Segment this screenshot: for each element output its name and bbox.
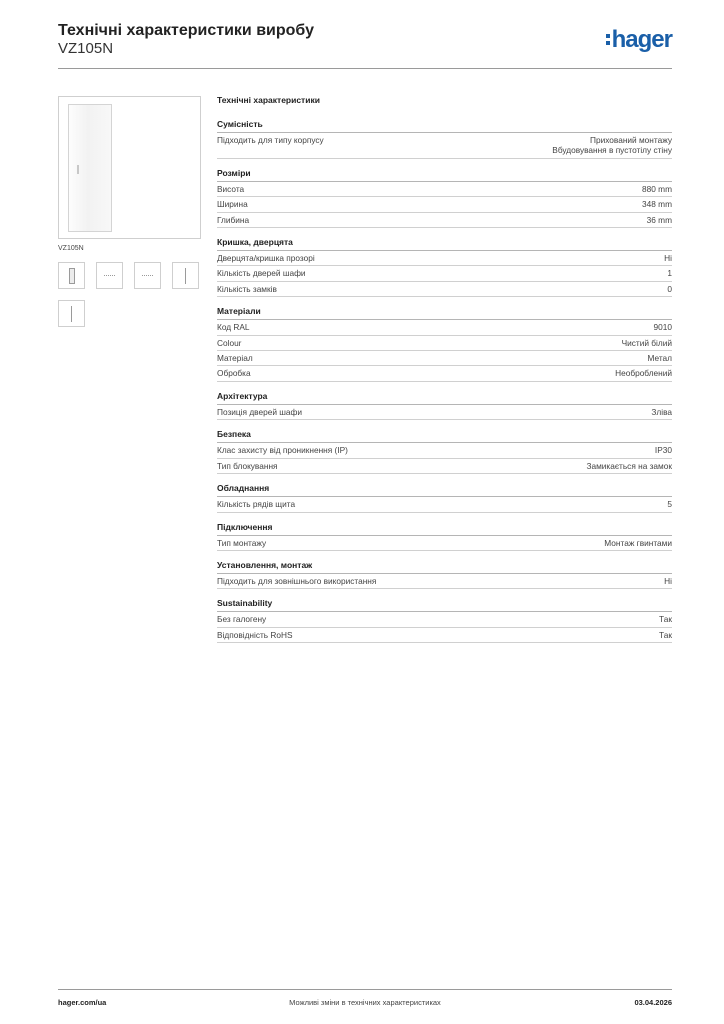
spec-label: Colour: [217, 337, 242, 348]
spec-section: [217, 168, 672, 228]
spec-value-line: Метал: [647, 353, 672, 364]
spec-value: [667, 268, 672, 278]
spec-section: [217, 598, 672, 643]
image-caption: VZ105N: [58, 245, 84, 252]
spec-label: Ширина: [217, 199, 248, 210]
spec-row: [217, 351, 672, 366]
vertical-line-icon: [71, 306, 72, 322]
document-title: Технічні характеристики виробу: [58, 22, 314, 39]
spec-row: [217, 197, 672, 212]
spec-value-line: Монтаж гвинтами: [604, 537, 672, 548]
spec-value: [655, 445, 672, 455]
spec-label: Глибина: [217, 214, 250, 225]
spec-section: [217, 391, 672, 420]
spec-value-line: Прихований монтажу: [590, 135, 672, 145]
spec-section-title: Кришка, дверцята: [217, 237, 672, 251]
spec-value: [659, 630, 672, 640]
spec-value: [615, 368, 672, 378]
spec-row: [217, 574, 672, 589]
spec-value-line: Ні: [664, 253, 672, 264]
spec-value-line: Так: [659, 614, 672, 625]
page-footer: [58, 998, 672, 1010]
spec-section-title: Безпека: [217, 429, 672, 443]
spec-label: Матеріал: [217, 353, 253, 364]
spec-value-line: 880 mm: [642, 183, 672, 194]
product-code: VZ105N: [58, 40, 114, 57]
spec-value: [667, 499, 672, 509]
spec-row: [217, 405, 672, 420]
spec-section: [217, 119, 672, 159]
cabinet-door-image: [68, 104, 112, 232]
spec-section: [217, 429, 672, 474]
spec-value: [586, 461, 672, 471]
spec-value-line: Ні: [664, 575, 672, 586]
spec-row: [217, 612, 672, 627]
spec-label: Відповідність RoHS: [217, 629, 293, 640]
spec-label: Кількість дверей шафи: [217, 268, 306, 279]
spec-label: Без галогену: [217, 614, 267, 625]
spec-section: [217, 483, 672, 512]
hager-logo[interactable]: [606, 26, 672, 54]
spec-label: Клас захисту від проникнення (IP): [217, 445, 348, 456]
spec-value-line: 0: [667, 283, 672, 294]
spec-row: [217, 213, 672, 228]
vertical-line-icon: [185, 268, 186, 284]
spec-label: Код RAL: [217, 322, 250, 333]
cabinet-thumbnail-icon: [69, 268, 75, 284]
spec-label: Обробка: [217, 368, 251, 379]
spec-value-line: Необроблений: [615, 368, 672, 379]
spec-section-title: Обладнання: [217, 483, 672, 497]
spec-value-line: 9010: [653, 322, 672, 333]
spec-value: [642, 184, 672, 194]
spec-value-line: Так: [659, 629, 672, 640]
spec-row: [217, 536, 672, 551]
spec-section: [217, 522, 672, 551]
thumbnail-side-view[interactable]: [172, 262, 199, 289]
spec-row: [217, 133, 672, 159]
spec-row: [217, 459, 672, 474]
spec-value-line: Вбудовування в пустотілу стіну: [552, 145, 672, 156]
spec-label: Тип блокування: [217, 460, 278, 471]
spec-value-line: Чистий білий: [621, 337, 672, 348]
thumbnail-bottom-view[interactable]: [134, 262, 161, 289]
spec-value: [664, 576, 672, 586]
spec-row: [217, 266, 672, 281]
product-image[interactable]: [58, 96, 201, 239]
spec-label: Кількість рядів щита: [217, 499, 296, 510]
spec-value: [651, 407, 672, 417]
spec-section-title: Розміри: [217, 168, 672, 182]
footer-date: 03.04.2026: [634, 998, 672, 1007]
dotted-line-icon: [142, 275, 153, 276]
spec-value-line: 36 mm: [646, 214, 672, 225]
footer-disclaimer: Можливі зміни в технічних характеристиках: [289, 998, 441, 1007]
spec-label: Тип монтажу: [217, 537, 267, 548]
spec-value: [654, 322, 672, 332]
spec-value-line: Замикається на замок: [586, 460, 672, 471]
spec-value: [647, 353, 672, 363]
spec-row: [217, 282, 672, 297]
spec-section-title: Матеріали: [217, 306, 672, 320]
specifications: [217, 95, 672, 652]
thumbnail-side-view-2[interactable]: [58, 300, 85, 327]
spec-value: [604, 538, 672, 548]
spec-value: [647, 215, 672, 225]
spec-section-title: Підключення: [217, 522, 672, 536]
spec-value-line: 348 mm: [642, 199, 672, 210]
spec-value: [667, 284, 672, 294]
spec-value-line: 1: [667, 268, 672, 279]
footer-website-link[interactable]: hager.com/ua: [58, 998, 107, 1007]
spec-row: [217, 336, 672, 351]
logo-text: hager: [611, 26, 672, 53]
spec-value-line: IP30: [654, 445, 672, 456]
spec-value: [659, 614, 672, 624]
spec-row: [217, 443, 672, 458]
spec-row: [217, 628, 672, 643]
specification-sections: [217, 119, 672, 643]
spec-row: [217, 366, 672, 381]
spec-value: [622, 338, 672, 348]
spec-section: [217, 237, 672, 297]
spec-value: [552, 135, 672, 156]
spec-section: [217, 560, 672, 589]
thumbnail-front-view[interactable]: [58, 262, 85, 289]
spec-row: [217, 497, 672, 512]
specifications-title: Технічні характеристики: [217, 95, 320, 105]
page-header: [58, 20, 672, 70]
door-handle: [77, 165, 79, 174]
spec-value: [664, 253, 672, 263]
thumbnail-top-view[interactable]: [96, 262, 123, 289]
spec-value-line: 5: [667, 499, 672, 510]
dotted-line-icon: [104, 275, 115, 276]
spec-label: Підходить для типу корпусу: [217, 135, 324, 145]
spec-value: [642, 199, 672, 209]
spec-section-title: Установлення, монтаж: [217, 560, 672, 574]
spec-section-title: Сумісність: [217, 119, 672, 133]
spec-label: Підходить для зовнішнього використання: [217, 575, 377, 586]
spec-value-line: Зліва: [651, 406, 672, 417]
spec-row: [217, 182, 672, 197]
spec-label: Висота: [217, 183, 245, 194]
logo-dots-icon: [606, 34, 610, 48]
spec-label: Кількість замків: [217, 283, 277, 294]
spec-row: [217, 251, 672, 266]
footer-divider: [58, 989, 672, 990]
spec-label: Позиція дверей шафи: [217, 406, 302, 417]
spec-section-title: Архітектура: [217, 391, 672, 405]
header-divider: [58, 68, 672, 69]
spec-row: [217, 320, 672, 335]
spec-label: Дверцята/кришка прозорі: [217, 253, 315, 264]
spec-section: [217, 306, 672, 382]
spec-section-title: Sustainability: [217, 598, 672, 612]
